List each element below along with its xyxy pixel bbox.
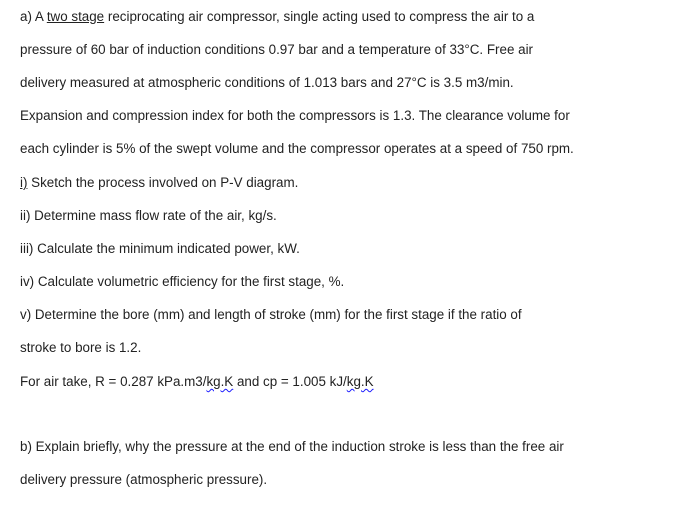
air-constants-prefix: For air take, R = 0.287 kPa.m3/ (20, 374, 207, 389)
unit-kg-k-spellcheck-2: kg.K (346, 374, 374, 389)
air-constants-line (20, 373, 374, 391)
item-ii: ii) Determine mass flow rate of the air, kg/s. (20, 208, 277, 223)
item-iv: iv) Calculate volumetric efficiency for the first stage, %. (20, 274, 345, 289)
item-i-text: Sketch the process involved on P-V diagram. (27, 175, 299, 190)
question-b-line-2: delivery pressure (atmospheric pressure). (20, 472, 268, 487)
unit-kg-k-spellcheck-1: kg.K (206, 374, 234, 389)
air-constants-middle: and cp = 1.005 kJ/ (233, 374, 347, 389)
two-stage-underlined-text: two stage (46, 9, 105, 24)
item-i-marker: i) (20, 175, 28, 190)
question-b-line-1: b) Explain briefly, why the pressure at the end of the induction stroke is less than the free air (20, 439, 564, 454)
question-a-line-3: delivery measured at atmospheric conditions of 1.013 bars and 27°C is 3.5 m3/min. (20, 75, 514, 90)
question-a-line-1 (20, 8, 534, 26)
item-iii: iii) Calculate the minimum indicated power, kW. (20, 241, 300, 256)
question-a-line-1-suffix: reciprocating air compressor, single acting used to compress the air to a (104, 9, 535, 24)
item-v-line-2: stroke to bore is 1.2. (20, 340, 142, 355)
item-v-line-1: v) Determine the bore (mm) and length of stroke (mm) for the first stage if the ratio of (20, 307, 522, 322)
question-a-line-5: each cylinder is 5% of the swept volume and the compressor operates at a speed of 750 rpm. (20, 141, 574, 156)
question-a-prefix: a) A (20, 9, 47, 24)
question-a-line-4: Expansion and compression index for both the compressors is 1.3. The clearance volume for (20, 108, 570, 123)
item-i (20, 174, 298, 192)
question-a-line-2: pressure of 60 bar of induction conditions 0.97 bar and a temperature of 33°C. Free air (20, 42, 534, 57)
